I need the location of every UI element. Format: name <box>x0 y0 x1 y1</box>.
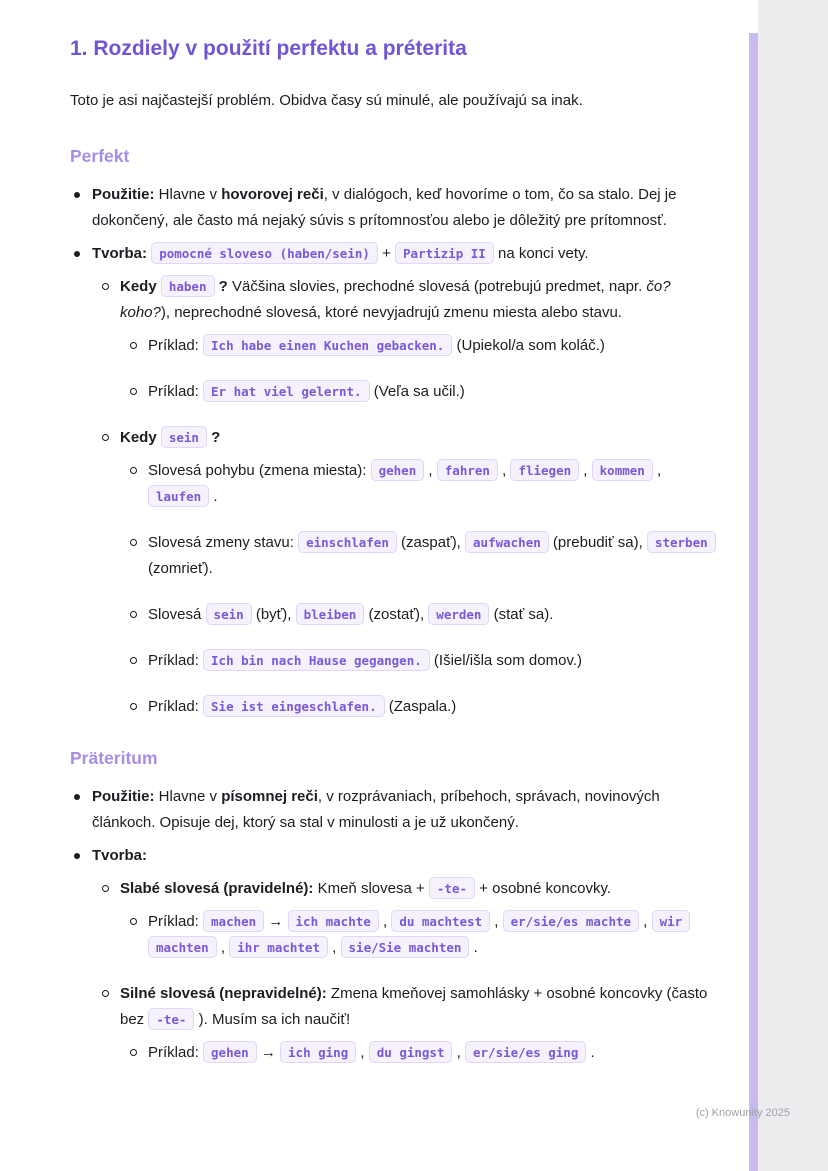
text-run: , <box>328 939 341 956</box>
bold-text: Kedy <box>120 429 161 446</box>
text-run: Hlavne v <box>154 186 222 203</box>
code-chip: pomocné sloveso (haben/sein) <box>151 242 378 264</box>
text-run: Príklad: <box>148 1044 204 1061</box>
text-run: , v rozprávaniach, príbehoch, správach, novinových článkoch. Opisuje dej, ktorý sa stal v minulosti a je už ukončený. <box>92 788 660 831</box>
bold-text: Slabé slovesá (pravidelné): <box>120 880 314 897</box>
text-run: , <box>356 1044 369 1061</box>
code-chip: aufwachen <box>465 531 549 553</box>
code-chip: ich machte <box>288 910 379 932</box>
text-run: , <box>490 913 503 930</box>
code-chip: sein <box>206 603 252 625</box>
code-chip: Er hat viel gelernt. <box>203 380 370 402</box>
text-run: . <box>469 939 478 956</box>
page-edge-background <box>758 0 828 1171</box>
text-run: (prebudiť sa), <box>548 534 647 551</box>
text-run: ). Musím sa ich naučiť! <box>194 1011 351 1028</box>
code-chip: -te- <box>429 877 475 899</box>
page-title <box>70 34 720 64</box>
code-chip: ich ging <box>280 1041 356 1063</box>
bold-text: Tvorba: <box>92 847 148 864</box>
code-chip: bleiben <box>296 603 365 625</box>
list-item <box>126 530 720 582</box>
bold-text: písomnej reči <box>221 788 318 805</box>
text-run: (Zaspala.) <box>384 698 457 715</box>
intro-paragraph <box>70 88 720 114</box>
list-level-3 <box>126 1040 720 1066</box>
text-run: + <box>377 245 396 262</box>
code-chip: er/sie/es ging <box>465 1041 586 1063</box>
code-chip: -te- <box>148 1008 194 1030</box>
text-run: Slovesá <box>148 606 206 623</box>
text-run: 1. Rozdiely v použití perfektu a préterita <box>70 37 467 60</box>
text-run: . <box>209 488 218 505</box>
text-run: Toto je asi najčastejší problém. Obidva časy sú minulé, ale používajú sa inak. <box>70 92 583 109</box>
bold-text: hovorovej reči <box>221 186 324 203</box>
code-chip: Sie ist eingeschlafen. <box>203 695 385 717</box>
list-level-3 <box>126 458 720 720</box>
list-item <box>126 333 720 359</box>
code-chip: werden <box>428 603 489 625</box>
bold-text: Silné slovesá (nepravidelné): <box>120 985 327 1002</box>
section-heading-perfekt <box>70 144 720 168</box>
text-run: (zomrieť). <box>148 560 213 577</box>
text-run: Präteritum <box>70 748 158 768</box>
bold-text: ? <box>206 429 221 446</box>
text-run: Väčšina slovies, prechodné slovesá (potrebujú predmet, napr. <box>227 278 647 295</box>
text-run: Perfekt <box>70 146 130 166</box>
code-chip: sterben <box>647 531 716 553</box>
text-run: , <box>579 462 592 479</box>
code-chip: gehen <box>371 459 425 481</box>
text-run: + osobné koncovky. <box>475 880 612 897</box>
list-item <box>98 425 720 720</box>
text-run: Zmena kmeňovej samohlásky + osobné koncovky (často bez <box>120 985 708 1028</box>
text-run: Príklad: <box>148 913 204 930</box>
code-chip: du machtest <box>391 910 490 932</box>
code-chip: laufen <box>148 485 209 507</box>
bold-text: ? <box>214 278 228 295</box>
list-level-2 <box>98 876 720 1066</box>
list-item <box>70 784 720 836</box>
text-run: (stať sa). <box>489 606 554 623</box>
list-item <box>98 876 720 961</box>
list-level-1 <box>70 182 720 720</box>
code-chip: einschlafen <box>298 531 397 553</box>
section-heading-prateritum <box>70 746 720 770</box>
text-run: (Išiel/išla som domov.) <box>429 652 583 669</box>
text-run: Hlavne v <box>154 788 222 805</box>
text-run: ), neprechodné slovesá, ktoré nevyjadrujú zmenu miesta alebo stavu. <box>160 304 622 321</box>
code-chip: du gingst <box>369 1041 453 1063</box>
text-run: , v dialógoch, keď hovoríme o tom, čo sa stalo. Dej je dokončený, ale často má nejaký súvis s prítomnosťou alebo je dôležitý pre prítomnosť. <box>92 186 677 229</box>
bold-text: Tvorba: <box>92 245 148 262</box>
code-chip: fahren <box>437 459 498 481</box>
list-level-1 <box>70 784 720 1066</box>
text-run: → <box>264 913 288 930</box>
document-body <box>70 34 720 1073</box>
list-item <box>126 458 720 510</box>
code-chip: Ich habe einen Kuchen gebacken. <box>203 334 452 356</box>
list-item <box>126 694 720 720</box>
text-run: , <box>452 1044 465 1061</box>
text-run: , <box>216 939 230 956</box>
list-item <box>98 274 720 405</box>
text-run: → <box>256 1044 281 1061</box>
list-level-3 <box>126 909 720 961</box>
text-run: na konci vety. <box>493 245 589 262</box>
bold-text: Kedy <box>120 278 161 295</box>
list-item <box>126 648 720 674</box>
text-run: (Veľa sa učil.) <box>369 383 465 400</box>
text-run: Kmeň slovesa + <box>313 880 429 897</box>
text-run: , <box>424 462 437 479</box>
code-chip: machen <box>203 910 264 932</box>
list-item <box>126 602 720 628</box>
code-chip: kommen <box>592 459 653 481</box>
code-chip: Partizip II <box>395 242 494 264</box>
list-item <box>70 843 720 1066</box>
list-item <box>126 909 720 961</box>
text-run: Slovesá pohybu (zmena miesta): <box>148 462 371 479</box>
code-chip: er/sie/es machte <box>503 910 639 932</box>
list-level-3 <box>126 333 720 405</box>
bold-text: Použitie: <box>92 186 155 203</box>
text-run: Príklad: <box>148 652 204 669</box>
list-item <box>98 981 720 1066</box>
italic-text: čo? koho? <box>120 278 671 321</box>
text-run: (zostať), <box>364 606 429 623</box>
code-chip: sie/Sie machten <box>341 936 470 958</box>
code-chip: Ich bin nach Hause gegangen. <box>203 649 430 671</box>
text-run: , <box>378 913 392 930</box>
list-level-2 <box>98 274 720 720</box>
code-chip: wir machten <box>148 910 690 958</box>
list-item <box>126 1040 720 1066</box>
code-chip: haben <box>161 275 215 297</box>
code-chip: fliegen <box>510 459 579 481</box>
list-item <box>126 379 720 405</box>
bold-text: Použitie: <box>92 788 155 805</box>
text-run: (byť), <box>251 606 296 623</box>
text-run: Príklad: <box>148 337 204 354</box>
watermark: (c) Knowunity 2025 <box>695 1107 790 1119</box>
text-run: Slovesá zmeny stavu: <box>148 534 299 551</box>
text-run: Príklad: <box>148 383 204 400</box>
code-chip: gehen <box>203 1041 257 1063</box>
text-run: , <box>639 913 652 930</box>
code-chip: sein <box>161 426 207 448</box>
list-item <box>70 182 720 234</box>
text-run: , <box>652 462 662 479</box>
text-run: , <box>497 462 511 479</box>
code-chip: ihr machtet <box>229 936 328 958</box>
text-run: (Upiekol/a som koláč.) <box>452 337 605 354</box>
text-run: . <box>586 1044 595 1061</box>
page-edge-stripe <box>749 33 758 1171</box>
text-run: (zaspať), <box>396 534 466 551</box>
list-item <box>70 241 720 720</box>
text-run: Príklad: <box>148 698 204 715</box>
